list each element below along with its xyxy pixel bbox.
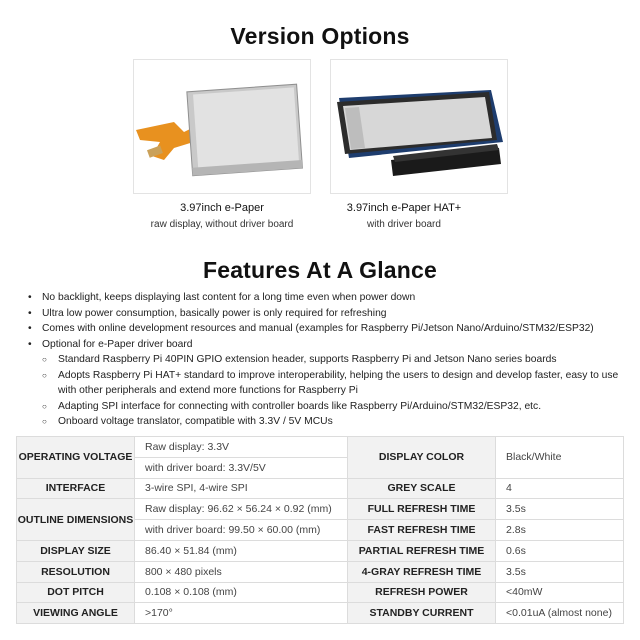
bullet-icon: • [28,338,32,350]
feature-item: • Comes with online development resources and manual (examples for Raspberry Pi/Jetson Nano/Arduino/STM32/ESP32) [24,321,624,337]
card-hat-subtitle: with driver board [367,219,441,230]
bullet-icon: • [28,323,32,334]
hat-plus-image [331,60,508,194]
spec-value: Black/White [496,437,624,479]
feature-subitem: ○ Standard Raspberry Pi 40PIN GPIO extension header, supports Raspberry Pi and Jetson Nano series boards [24,352,624,368]
spec-value: 800 × 480 pixels [135,561,348,582]
spec-label: FULL REFRESH TIME [348,499,496,520]
feature-subitem: ○ Adopts Raspberry Pi HAT+ standard to improve interoperability, helping the users to design and develop faster, easy to use with other peripherals and extend more functions for Raspberry Pi [42,369,619,396]
spec-label: DISPLAY COLOR [348,437,496,479]
feature-item: • Ultra low power consumption, basically power is only required for refreshing [24,306,624,322]
spec-value: 0.6s [496,540,624,561]
hollow-bullet-icon: ○ [42,355,47,364]
spec-value: 4 [496,478,624,499]
spec-label: REFRESH POWER [348,582,496,603]
table-row [17,582,624,603]
features-list [24,290,624,430]
spec-label: DISPLAY SIZE [17,540,135,561]
spec-value: with driver board: 99.50 × 60.00 (mm) [135,520,348,541]
spec-value: <0.01uA (almost none) [496,603,624,624]
spec-label: STANDBY CURRENT [348,603,496,624]
spec-label: PARTIAL REFRESH TIME [348,540,496,561]
bullet-icon: • [28,292,32,303]
features-title: Features At A Glance [202,257,438,283]
spec-label: OUTLINE DIMENSIONS [17,499,135,541]
version-options-title: Version Options [230,23,410,49]
spec-label: GREY SCALE [348,478,496,499]
spec-label: INTERFACE [17,478,135,499]
hollow-bullet-icon: ○ [42,417,47,426]
spec-value: 2.8s [496,520,624,541]
spec-value: 3.5s [496,561,624,582]
spec-value: with driver board: 3.3V/5V [135,457,348,478]
spec-value: Raw display: 96.62 × 56.24 × 0.92 (mm) [135,499,348,520]
spec-label: FAST REFRESH TIME [348,520,496,541]
table-row [17,437,624,458]
spec-value: >170° [135,603,348,624]
feature-subitem: ○ Onboard voltage translator, compatible with 3.3V / 5V MCUs [24,414,624,430]
spec-value: <40mW [496,582,624,603]
bullet-icon: • [28,307,32,319]
table-row [17,561,624,582]
table-row [17,540,624,561]
spec-label: RESOLUTION [17,561,135,582]
spec-label: 4-GRAY REFRESH TIME [348,561,496,582]
spec-label: DOT PITCH [17,582,135,603]
table-row [17,603,624,624]
hollow-bullet-icon: ○ [42,370,47,380]
specifications-table [16,436,624,624]
spec-value: 3-wire SPI, 4-wire SPI [135,478,348,499]
spec-label: VIEWING ANGLE [17,603,135,624]
spec-label: OPERATING VOLTAGE [17,437,135,479]
table-row [17,478,624,499]
raw-display-image [134,60,311,194]
spec-value: 3.5s [496,499,624,520]
spec-value: Raw display: 3.3V [135,437,348,458]
table-row [17,499,624,520]
product-card-raw-display[interactable] [133,59,311,194]
hollow-bullet-icon: ○ [42,401,47,411]
card-raw-title: 3.97inch e-Paper [180,202,264,214]
feature-item: • Optional for e-Paper driver board [24,337,624,353]
card-hat-title: 3.97inch e-Paper HAT+ [346,202,462,214]
card-raw-subtitle: raw display, without driver board [150,219,294,230]
feature-item: • No backlight, keeps displaying last content for a long time even when power down [24,290,624,306]
feature-subitem: ○ Adapting SPI interface for connecting with controller boards like Raspberry Pi/Arduino/STM32/ESP32, etc. [24,399,624,415]
product-card-hat-plus[interactable] [330,59,508,194]
spec-value: 0.108 × 0.108 (mm) [135,582,348,603]
spec-value: 86.40 × 51.84 (mm) [135,540,348,561]
